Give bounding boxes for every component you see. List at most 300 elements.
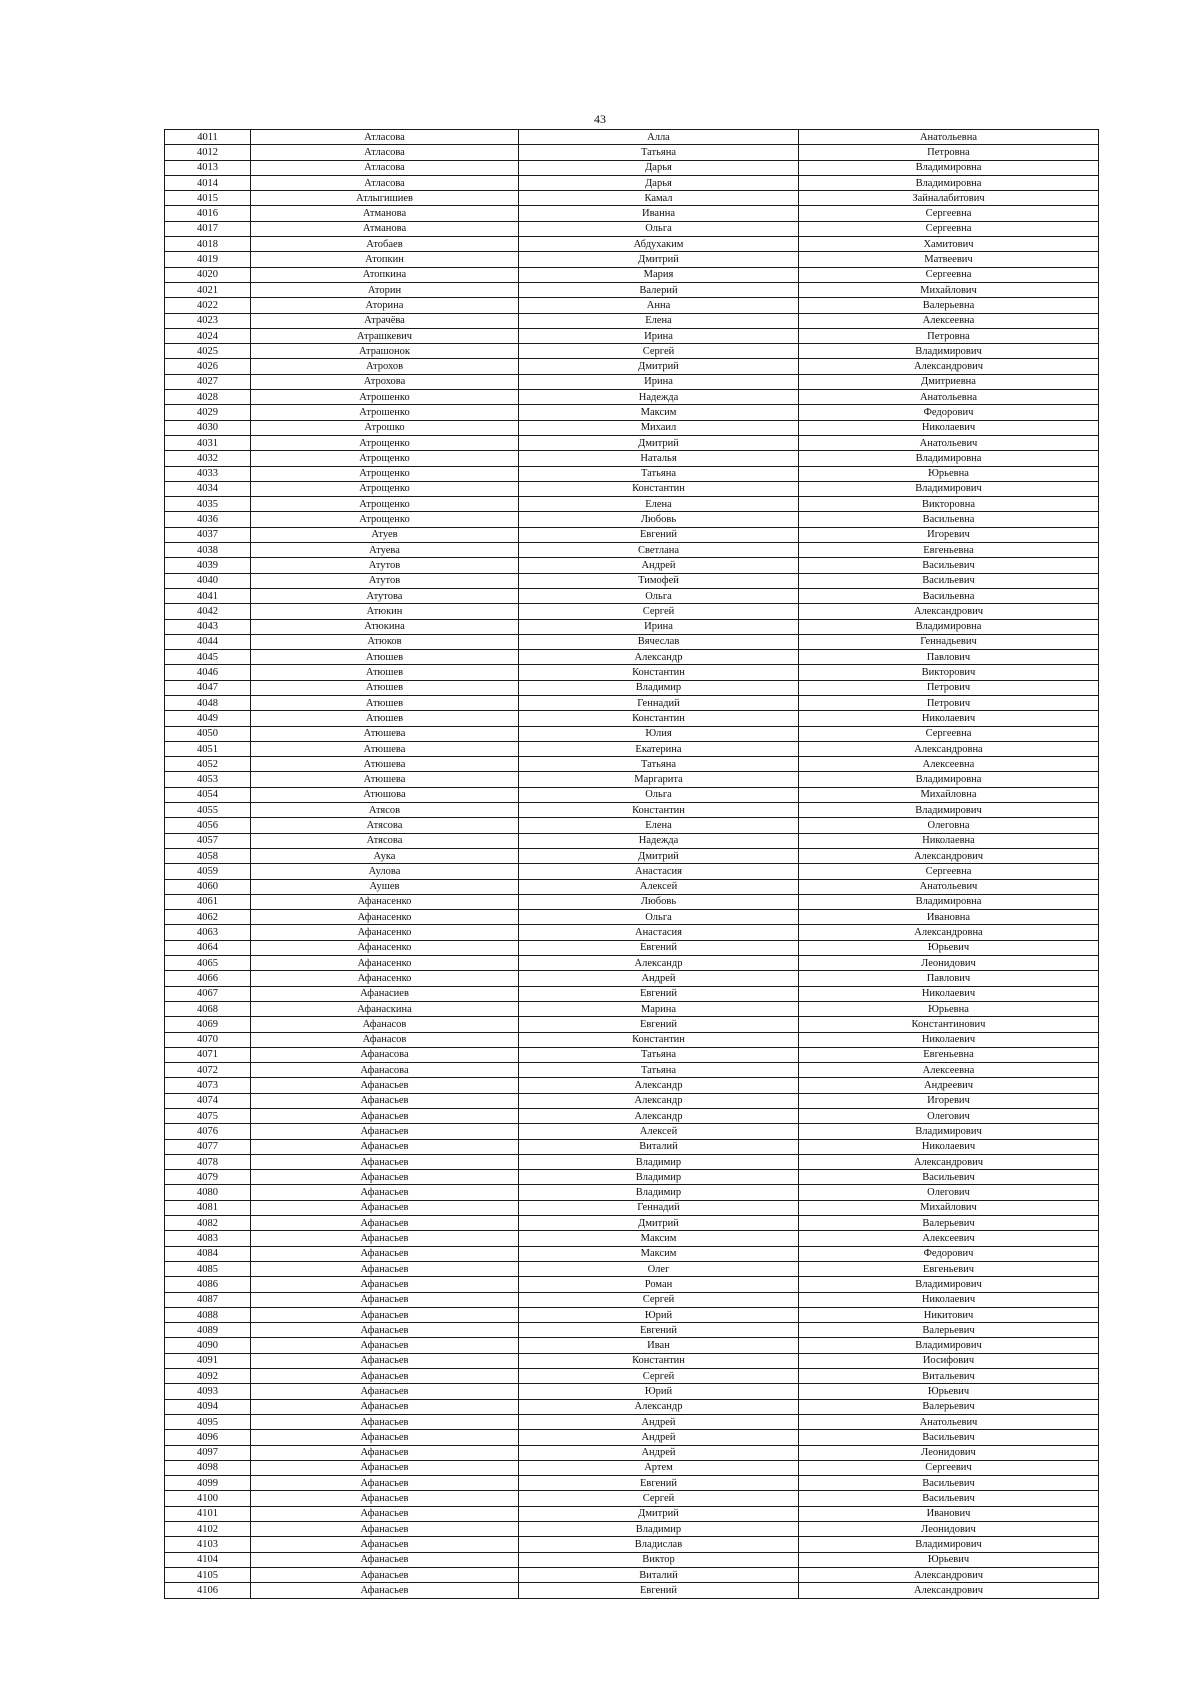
first-name-cell: Тимофей xyxy=(519,573,799,588)
table-row xyxy=(165,910,1099,925)
first-name-cell: Константин xyxy=(519,481,799,496)
first-name-cell: Татьяна xyxy=(519,145,799,160)
first-name-cell: Андрей xyxy=(519,971,799,986)
first-name-cell: Владимир xyxy=(519,1170,799,1185)
first-name-cell: Дмитрий xyxy=(519,1506,799,1521)
first-name-cell: Владислав xyxy=(519,1537,799,1552)
first-name-cell: Вячеслав xyxy=(519,634,799,649)
last-name-cell: Атрашонок xyxy=(251,344,519,359)
first-name-cell: Геннадий xyxy=(519,1200,799,1215)
last-name-cell: Атюшева xyxy=(251,772,519,787)
last-name-cell: Атрохов xyxy=(251,359,519,374)
first-name-cell: Андрей xyxy=(519,1445,799,1460)
table-row xyxy=(165,1261,1099,1276)
table-row xyxy=(165,634,1099,649)
row-number-cell: 4076 xyxy=(165,1124,251,1139)
table-row xyxy=(165,757,1099,772)
last-name-cell: Афанасенко xyxy=(251,956,519,971)
first-name-cell: Юлия xyxy=(519,726,799,741)
patronymic-cell: Валерьевич xyxy=(799,1216,1099,1231)
first-name-cell: Константин xyxy=(519,711,799,726)
first-name-cell: Ирина xyxy=(519,374,799,389)
last-name-cell: Атласова xyxy=(251,130,519,145)
patronymic-cell: Васильевна xyxy=(799,588,1099,603)
row-number-cell: 4025 xyxy=(165,344,251,359)
row-number-cell: 4084 xyxy=(165,1246,251,1261)
first-name-cell: Константин xyxy=(519,665,799,680)
table-row xyxy=(165,1384,1099,1399)
last-name-cell: Атрачёва xyxy=(251,313,519,328)
first-name-cell: Константин xyxy=(519,1353,799,1368)
first-name-cell: Любовь xyxy=(519,512,799,527)
patronymic-cell: Иосифович xyxy=(799,1353,1099,1368)
last-name-cell: Атрашкевич xyxy=(251,328,519,343)
first-name-cell: Дмитрий xyxy=(519,1216,799,1231)
patronymic-cell: Алексеевна xyxy=(799,757,1099,772)
row-number-cell: 4103 xyxy=(165,1537,251,1552)
table-row xyxy=(165,160,1099,175)
patronymic-cell: Васильевич xyxy=(799,558,1099,573)
last-name-cell: Афанасьев xyxy=(251,1476,519,1491)
first-name-cell: Владимир xyxy=(519,1522,799,1537)
first-name-cell: Любовь xyxy=(519,894,799,909)
last-name-cell: Афанасьев xyxy=(251,1552,519,1567)
last-name-cell: Афанасьев xyxy=(251,1353,519,1368)
patronymic-cell: Федорович xyxy=(799,405,1099,420)
last-name-cell: Атюшева xyxy=(251,726,519,741)
first-name-cell: Дарья xyxy=(519,160,799,175)
first-name-cell: Сергей xyxy=(519,1369,799,1384)
first-name-cell: Владимир xyxy=(519,1154,799,1169)
first-name-cell: Дмитрий xyxy=(519,359,799,374)
table-row xyxy=(165,772,1099,787)
table-row xyxy=(165,956,1099,971)
last-name-cell: Атутов xyxy=(251,558,519,573)
table-row xyxy=(165,1491,1099,1506)
row-number-cell: 4043 xyxy=(165,619,251,634)
patronymic-cell: Иванович xyxy=(799,1506,1099,1521)
patronymic-cell: Александрович xyxy=(799,359,1099,374)
row-number-cell: 4048 xyxy=(165,695,251,710)
row-number-cell: 4070 xyxy=(165,1032,251,1047)
patronymic-cell: Игоревич xyxy=(799,1093,1099,1108)
first-name-cell: Татьяна xyxy=(519,757,799,772)
last-name-cell: Атуев xyxy=(251,527,519,542)
patronymic-cell: Александровна xyxy=(799,925,1099,940)
patronymic-cell: Зайналабитович xyxy=(799,191,1099,206)
first-name-cell: Сергей xyxy=(519,604,799,619)
patronymic-cell: Павлович xyxy=(799,650,1099,665)
row-number-cell: 4083 xyxy=(165,1231,251,1246)
last-name-cell: Афанасенко xyxy=(251,925,519,940)
table-row xyxy=(165,451,1099,466)
last-name-cell: Атманова xyxy=(251,221,519,236)
table-row xyxy=(165,252,1099,267)
table-row xyxy=(165,1231,1099,1246)
first-name-cell: Андрей xyxy=(519,1430,799,1445)
row-number-cell: 4090 xyxy=(165,1338,251,1353)
first-name-cell: Ольга xyxy=(519,910,799,925)
table-row xyxy=(165,1032,1099,1047)
table-row xyxy=(165,1445,1099,1460)
patronymic-cell: Олегович xyxy=(799,1109,1099,1124)
row-number-cell: 4021 xyxy=(165,282,251,297)
last-name-cell: Афанасенко xyxy=(251,894,519,909)
table-row xyxy=(165,1246,1099,1261)
last-name-cell: Атюшева xyxy=(251,741,519,756)
last-name-cell: Афанасьев xyxy=(251,1109,519,1124)
first-name-cell: Анастасия xyxy=(519,864,799,879)
table-row xyxy=(165,1047,1099,1062)
first-name-cell: Надежда xyxy=(519,390,799,405)
patronymic-cell: Владимирович xyxy=(799,344,1099,359)
patronymic-cell: Александрович xyxy=(799,1567,1099,1582)
first-name-cell: Максим xyxy=(519,1231,799,1246)
first-name-cell: Константин xyxy=(519,1032,799,1047)
patronymic-cell: Владимирович xyxy=(799,1277,1099,1292)
table-row xyxy=(165,1476,1099,1491)
last-name-cell: Атюкина xyxy=(251,619,519,634)
table-row xyxy=(165,1277,1099,1292)
patronymic-cell: Евгеньевна xyxy=(799,1047,1099,1062)
last-name-cell: Афанасьев xyxy=(251,1460,519,1475)
row-number-cell: 4082 xyxy=(165,1216,251,1231)
first-name-cell: Евгений xyxy=(519,940,799,955)
table-row xyxy=(165,1323,1099,1338)
first-name-cell: Виталий xyxy=(519,1139,799,1154)
row-number-cell: 4015 xyxy=(165,191,251,206)
row-number-cell: 4078 xyxy=(165,1154,251,1169)
patronymic-cell: Владимирович xyxy=(799,1124,1099,1139)
first-name-cell: Алексей xyxy=(519,879,799,894)
table-row xyxy=(165,435,1099,450)
patronymic-cell: Сергеевна xyxy=(799,267,1099,282)
last-name-cell: Афанасенко xyxy=(251,910,519,925)
last-name-cell: Атутов xyxy=(251,573,519,588)
last-name-cell: Атрощенко xyxy=(251,512,519,527)
first-name-cell: Александр xyxy=(519,1078,799,1093)
first-name-cell: Максим xyxy=(519,1246,799,1261)
patronymic-cell: Леонидович xyxy=(799,1445,1099,1460)
row-number-cell: 4039 xyxy=(165,558,251,573)
row-number-cell: 4079 xyxy=(165,1170,251,1185)
patronymic-cell: Анатольевич xyxy=(799,1414,1099,1429)
last-name-cell: Афанасьев xyxy=(251,1170,519,1185)
table-row xyxy=(165,206,1099,221)
first-name-cell: Анна xyxy=(519,298,799,313)
last-name-cell: Аторина xyxy=(251,298,519,313)
table-row xyxy=(165,833,1099,848)
first-name-cell: Евгений xyxy=(519,986,799,1001)
first-name-cell: Евгений xyxy=(519,527,799,542)
table-row xyxy=(165,1093,1099,1108)
patronymic-cell: Петрович xyxy=(799,680,1099,695)
patronymic-cell: Васильевич xyxy=(799,1476,1099,1491)
row-number-cell: 4047 xyxy=(165,680,251,695)
row-number-cell: 4019 xyxy=(165,252,251,267)
first-name-cell: Абдухаким xyxy=(519,237,799,252)
last-name-cell: Афанасьев xyxy=(251,1200,519,1215)
row-number-cell: 4054 xyxy=(165,787,251,802)
last-name-cell: Атюшова xyxy=(251,787,519,802)
row-number-cell: 4060 xyxy=(165,879,251,894)
patronymic-cell: Владимировна xyxy=(799,619,1099,634)
patronymic-cell: Николаевич xyxy=(799,711,1099,726)
last-name-cell: Атюшев xyxy=(251,665,519,680)
first-name-cell: Артем xyxy=(519,1460,799,1475)
row-number-cell: 4018 xyxy=(165,237,251,252)
row-number-cell: 4011 xyxy=(165,130,251,145)
first-name-cell: Евгений xyxy=(519,1476,799,1491)
table-row xyxy=(165,1292,1099,1307)
table-row xyxy=(165,1460,1099,1475)
patronymic-cell: Александровна xyxy=(799,741,1099,756)
patronymic-cell: Евгеньевна xyxy=(799,543,1099,558)
table-row xyxy=(165,344,1099,359)
patronymic-cell: Владимировна xyxy=(799,175,1099,190)
table-row xyxy=(165,558,1099,573)
patronymic-cell: Олеговна xyxy=(799,818,1099,833)
patronymic-cell: Владимирович xyxy=(799,481,1099,496)
patronymic-cell: Юрьевич xyxy=(799,1384,1099,1399)
table-row xyxy=(165,879,1099,894)
last-name-cell: Атюкин xyxy=(251,604,519,619)
row-number-cell: 4016 xyxy=(165,206,251,221)
first-name-cell: Геннадий xyxy=(519,695,799,710)
row-number-cell: 4067 xyxy=(165,986,251,1001)
table-row xyxy=(165,543,1099,558)
first-name-cell: Александр xyxy=(519,650,799,665)
patronymic-cell: Александрович xyxy=(799,1583,1099,1598)
row-number-cell: 4051 xyxy=(165,741,251,756)
first-name-cell: Роман xyxy=(519,1277,799,1292)
last-name-cell: Афанасьев xyxy=(251,1567,519,1582)
table-row xyxy=(165,1552,1099,1567)
last-name-cell: Атрощенко xyxy=(251,451,519,466)
table-row xyxy=(165,604,1099,619)
last-name-cell: Атясова xyxy=(251,833,519,848)
table-row xyxy=(165,741,1099,756)
table-row xyxy=(165,1200,1099,1215)
last-name-cell: Атрощенко xyxy=(251,466,519,481)
row-number-cell: 4028 xyxy=(165,390,251,405)
first-name-cell: Андрей xyxy=(519,558,799,573)
table-row xyxy=(165,175,1099,190)
first-name-cell: Юрий xyxy=(519,1307,799,1322)
last-name-cell: Атуева xyxy=(251,543,519,558)
first-name-cell: Евгений xyxy=(519,1323,799,1338)
row-number-cell: 4014 xyxy=(165,175,251,190)
row-number-cell: 4044 xyxy=(165,634,251,649)
last-name-cell: Атрошенко xyxy=(251,390,519,405)
last-name-cell: Атласова xyxy=(251,175,519,190)
last-name-cell: Афанасьев xyxy=(251,1154,519,1169)
row-number-cell: 4074 xyxy=(165,1093,251,1108)
patronymic-cell: Михайлович xyxy=(799,282,1099,297)
first-name-cell: Ольга xyxy=(519,787,799,802)
last-name-cell: Афанасьев xyxy=(251,1399,519,1414)
patronymic-cell: Александрович xyxy=(799,604,1099,619)
patronymic-cell: Николаевич xyxy=(799,1032,1099,1047)
last-name-cell: Атласова xyxy=(251,145,519,160)
patronymic-cell: Петровна xyxy=(799,328,1099,343)
last-name-cell: Афанасьев xyxy=(251,1216,519,1231)
last-name-cell: Аушев xyxy=(251,879,519,894)
first-name-cell: Елена xyxy=(519,313,799,328)
first-name-cell: Дарья xyxy=(519,175,799,190)
last-name-cell: Афанасьев xyxy=(251,1430,519,1445)
table-row xyxy=(165,1414,1099,1429)
last-name-cell: Атюшев xyxy=(251,695,519,710)
row-number-cell: 4058 xyxy=(165,848,251,863)
patronymic-cell: Николаевич xyxy=(799,1139,1099,1154)
row-number-cell: 4020 xyxy=(165,267,251,282)
last-name-cell: Афанасенко xyxy=(251,940,519,955)
first-name-cell: Александр xyxy=(519,1093,799,1108)
row-number-cell: 4035 xyxy=(165,497,251,512)
table-row xyxy=(165,374,1099,389)
last-name-cell: Афанасьев xyxy=(251,1445,519,1460)
last-name-cell: Атласова xyxy=(251,160,519,175)
last-name-cell: Атутова xyxy=(251,588,519,603)
row-number-cell: 4061 xyxy=(165,894,251,909)
patronymic-cell: Игоревич xyxy=(799,527,1099,542)
row-number-cell: 4029 xyxy=(165,405,251,420)
first-name-cell: Татьяна xyxy=(519,1063,799,1078)
first-name-cell: Светлана xyxy=(519,543,799,558)
patronymic-cell: Никитович xyxy=(799,1307,1099,1322)
first-name-cell: Александр xyxy=(519,1399,799,1414)
last-name-cell: Афанасьев xyxy=(251,1246,519,1261)
patronymic-cell: Петрович xyxy=(799,695,1099,710)
table-row xyxy=(165,1001,1099,1016)
row-number-cell: 4031 xyxy=(165,435,251,450)
first-name-cell: Надежда xyxy=(519,833,799,848)
row-number-cell: 4022 xyxy=(165,298,251,313)
last-name-cell: Атясова xyxy=(251,818,519,833)
last-name-cell: Афанасьев xyxy=(251,1491,519,1506)
patronymic-cell: Евгеньевич xyxy=(799,1261,1099,1276)
row-number-cell: 4030 xyxy=(165,420,251,435)
first-name-cell: Евгений xyxy=(519,1583,799,1598)
row-number-cell: 4056 xyxy=(165,818,251,833)
first-name-cell: Маргарита xyxy=(519,772,799,787)
patronymic-cell: Васильевич xyxy=(799,1491,1099,1506)
row-number-cell: 4066 xyxy=(165,971,251,986)
table-row xyxy=(165,1154,1099,1169)
table-row xyxy=(165,390,1099,405)
table-row xyxy=(165,1583,1099,1598)
last-name-cell: Аулова xyxy=(251,864,519,879)
patronymic-cell: Валерьевич xyxy=(799,1399,1099,1414)
last-name-cell: Атрошко xyxy=(251,420,519,435)
table-row xyxy=(165,328,1099,343)
first-name-cell: Елена xyxy=(519,818,799,833)
last-name-cell: Афанасов xyxy=(251,1032,519,1047)
patronymic-cell: Александрович xyxy=(799,848,1099,863)
table-row xyxy=(165,619,1099,634)
row-number-cell: 4094 xyxy=(165,1399,251,1414)
first-name-cell: Татьяна xyxy=(519,466,799,481)
table-row xyxy=(165,818,1099,833)
last-name-cell: Атюшев xyxy=(251,680,519,695)
patronymic-cell: Константинович xyxy=(799,1017,1099,1032)
row-number-cell: 4062 xyxy=(165,910,251,925)
table-row xyxy=(165,848,1099,863)
row-number-cell: 4081 xyxy=(165,1200,251,1215)
first-name-cell: Александр xyxy=(519,956,799,971)
row-number-cell: 4085 xyxy=(165,1261,251,1276)
table-row xyxy=(165,1353,1099,1368)
table-row xyxy=(165,1109,1099,1124)
first-name-cell: Владимир xyxy=(519,680,799,695)
table-row xyxy=(165,298,1099,313)
patronymic-cell: Васильевич xyxy=(799,573,1099,588)
last-name-cell: Атясов xyxy=(251,803,519,818)
patronymic-cell: Николаевич xyxy=(799,986,1099,1001)
row-number-cell: 4034 xyxy=(165,481,251,496)
patronymic-cell: Юрьевна xyxy=(799,1001,1099,1016)
last-name-cell: Афанасьев xyxy=(251,1231,519,1246)
last-name-cell: Афанасьев xyxy=(251,1277,519,1292)
table-row xyxy=(165,420,1099,435)
row-number-cell: 4012 xyxy=(165,145,251,160)
last-name-cell: Афанасьев xyxy=(251,1506,519,1521)
table-row xyxy=(165,1063,1099,1078)
last-name-cell: Атрощенко xyxy=(251,481,519,496)
table-row xyxy=(165,695,1099,710)
patronymic-cell: Владимирович xyxy=(799,803,1099,818)
table-row xyxy=(165,512,1099,527)
last-name-cell: Афанасьев xyxy=(251,1261,519,1276)
row-number-cell: 4063 xyxy=(165,925,251,940)
row-number-cell: 4105 xyxy=(165,1567,251,1582)
last-name-cell: Афанасьев xyxy=(251,1583,519,1598)
patronymic-cell: Владимирович xyxy=(799,1537,1099,1552)
table-row xyxy=(165,497,1099,512)
first-name-cell: Наталья xyxy=(519,451,799,466)
row-number-cell: 4075 xyxy=(165,1109,251,1124)
row-number-cell: 4041 xyxy=(165,588,251,603)
row-number-cell: 4095 xyxy=(165,1414,251,1429)
table-row xyxy=(165,1506,1099,1521)
patronymic-cell: Михайлович xyxy=(799,1200,1099,1215)
patronymic-cell: Олегович xyxy=(799,1185,1099,1200)
patronymic-cell: Юрьевич xyxy=(799,940,1099,955)
table-row xyxy=(165,466,1099,481)
first-name-cell: Марина xyxy=(519,1001,799,1016)
last-name-cell: Атобаев xyxy=(251,237,519,252)
table-row xyxy=(165,1216,1099,1231)
first-name-cell: Ирина xyxy=(519,619,799,634)
patronymic-cell: Анатольевна xyxy=(799,130,1099,145)
row-number-cell: 4017 xyxy=(165,221,251,236)
table-row xyxy=(165,191,1099,206)
table-row xyxy=(165,1522,1099,1537)
patronymic-cell: Васильевна xyxy=(799,512,1099,527)
row-number-cell: 4104 xyxy=(165,1552,251,1567)
last-name-cell: Атрошенко xyxy=(251,405,519,420)
last-name-cell: Афанасьев xyxy=(251,1522,519,1537)
first-name-cell: Владимир xyxy=(519,1185,799,1200)
table-row xyxy=(165,573,1099,588)
last-name-cell: Афанасова xyxy=(251,1047,519,1062)
first-name-cell: Виталий xyxy=(519,1567,799,1582)
table-row xyxy=(165,925,1099,940)
table-row xyxy=(165,405,1099,420)
row-number-cell: 4032 xyxy=(165,451,251,466)
table-row xyxy=(165,1170,1099,1185)
